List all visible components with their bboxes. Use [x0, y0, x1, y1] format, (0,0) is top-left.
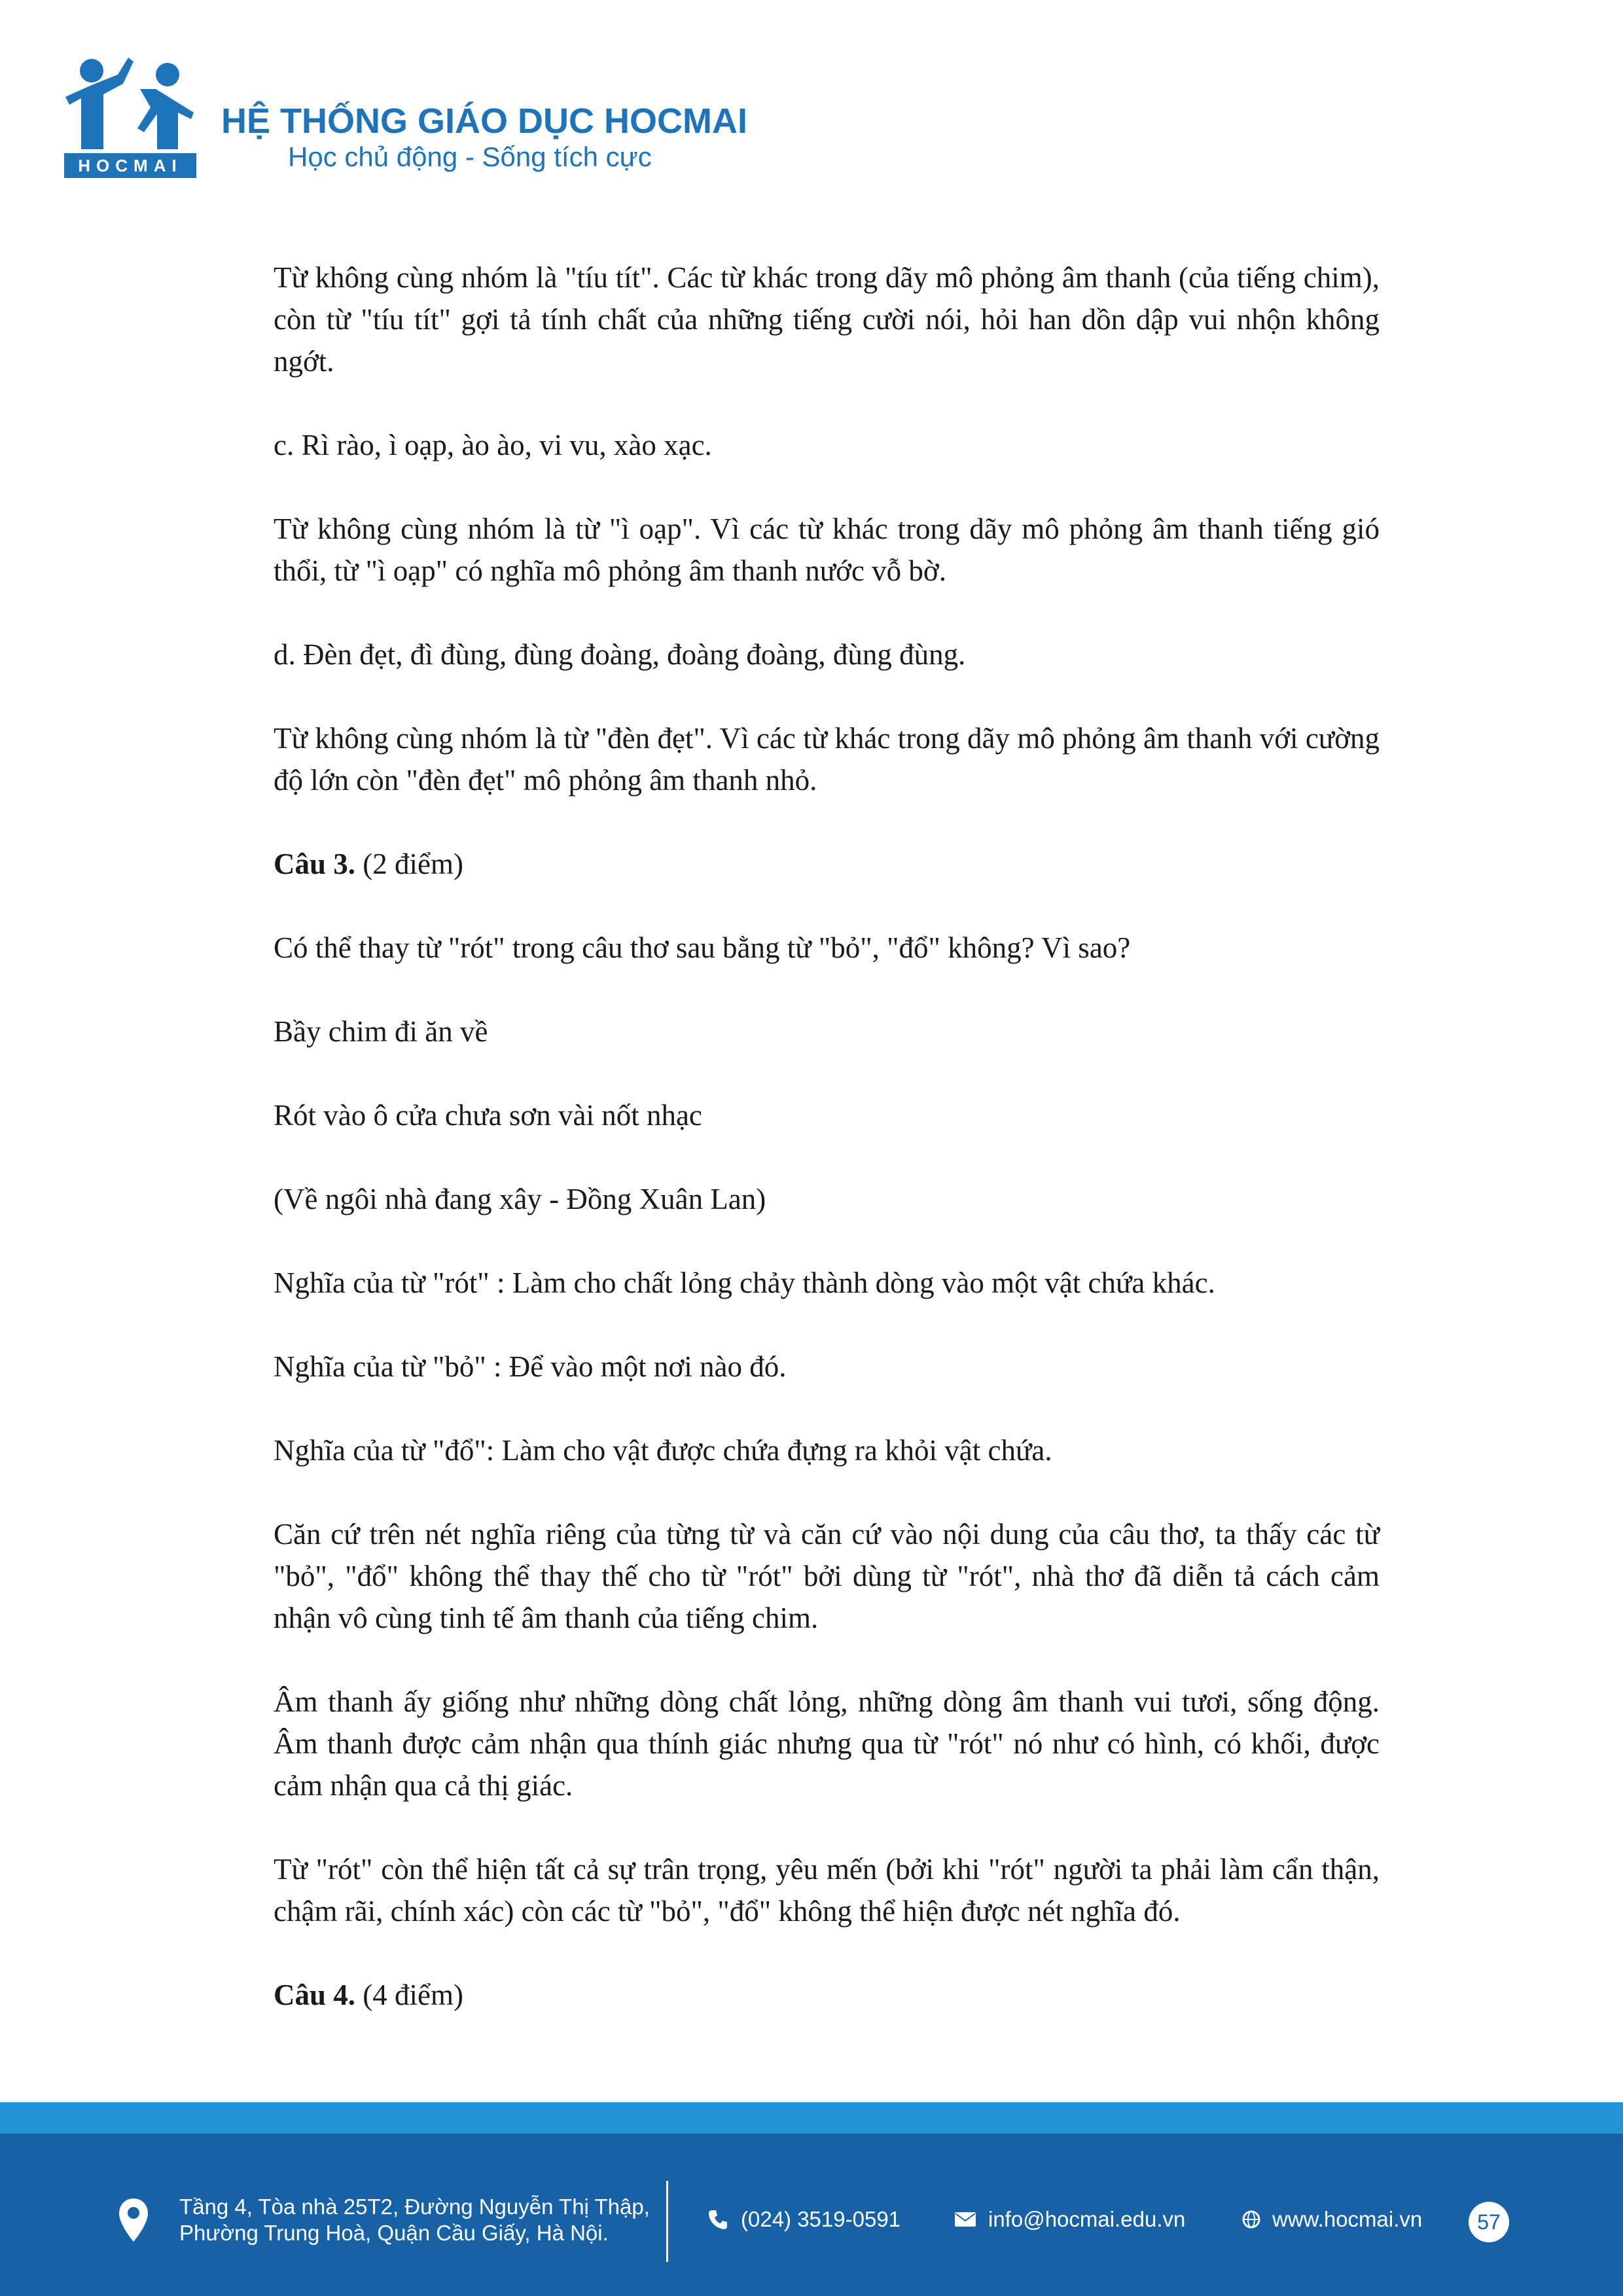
website-url: www.hocmai.vn	[1272, 2207, 1423, 2231]
poem-line: Bầy chim đi ăn về	[274, 1015, 488, 1048]
poem-line: Rót vào ô cửa chưa sơn vài nốt nhạc	[274, 1099, 702, 1132]
paragraph: c. Rì rào, ì oạp, ào ào, vi vu, xào xạc.	[274, 429, 712, 461]
paragraph: Nghĩa của từ "rót" : Làm cho chất lỏng chảy thành dòng vào một vật chứa khác.	[274, 1266, 1215, 1299]
hocmai-logo	[63, 51, 198, 182]
page-number: 57	[1469, 2202, 1509, 2242]
address-line-1: Tầng 4, Tòa nhà 25T2, Đường Nguyễn Thị Thập,	[179, 2195, 650, 2219]
question-heading-3	[274, 843, 1380, 885]
document-body	[274, 257, 1380, 2058]
footer-divider	[666, 2181, 668, 2262]
paragraph: Từ "rót" còn thể hiện tất cả sự trân trọng, yêu mến (bởi khi "rót" người ta phải làm cẩn thận, chậm rãi, chính xác) còn các từ "bỏ", "đổ" không thể hiện được nét nghĩa đó.	[274, 1853, 1380, 1928]
question-points: (2 điểm)	[355, 848, 463, 880]
paragraph: Nghĩa của từ "đổ": Làm cho vật được chứa đựng ra khỏi vật chứa.	[274, 1434, 1052, 1467]
page-footer	[0, 2134, 1623, 2296]
poem-source: (Về ngôi nhà đang xây - Đồng Xuân Lan)	[274, 1183, 766, 1215]
question-heading-4	[274, 1974, 1380, 2016]
footer-stripe	[0, 2102, 1623, 2134]
page-header	[63, 51, 979, 188]
paragraph: Từ không cùng nhóm là "tíu tít". Các từ khác trong dãy mô phỏng âm thanh (của tiếng chim), còn từ "tíu tít" gợi tả tính chất của những tiếng cười nói, hỏi han dồn dập vui nhộn không ngớt.	[274, 261, 1380, 378]
logo-wordmark: HOCMAI	[64, 153, 196, 178]
footer-phone[interactable]	[707, 2207, 901, 2232]
phone-icon	[707, 2208, 729, 2231]
footer-website[interactable]	[1242, 2207, 1422, 2232]
question-points: (4 điểm)	[355, 1979, 463, 2011]
paragraph: Nghĩa của từ "bỏ" : Để vào một nơi nào đó.	[274, 1350, 787, 1383]
paragraph: d. Đèn đẹt, đì đùng, đùng đoàng, đoàng đoàng, đùng đùng.	[274, 638, 966, 671]
question-label: Câu 4.	[274, 1979, 356, 2011]
globe-icon	[1242, 2210, 1260, 2229]
location-pin-icon	[118, 2197, 149, 2243]
mail-icon	[954, 2212, 976, 2227]
paragraph: Có thể thay từ "rót" trong câu thơ sau bằng từ "bỏ", "đổ" không? Vì sao?	[274, 931, 1131, 964]
footer-address	[118, 2194, 650, 2246]
brand-slogan: Học chủ động - Sống tích cực	[288, 141, 652, 172]
phone-number: (024) 3519-0591	[741, 2207, 901, 2231]
address-line-2: Phường Trung Hoà, Quận Cầu Giấy, Hà Nội.	[179, 2221, 609, 2245]
footer-email[interactable]	[954, 2207, 1185, 2232]
paragraph: Từ không cùng nhóm là từ "ì oạp". Vì các từ khác trong dãy mô phỏng âm thanh tiếng gió thổi, từ "ì oạp" có nghĩa mô phỏng âm thanh nước vỗ bờ.	[274, 512, 1380, 587]
email-address: info@hocmai.edu.vn	[988, 2207, 1186, 2231]
paragraph: Từ không cùng nhóm là từ "đèn đẹt". Vì các từ khác trong dãy mô phỏng âm thanh với cường độ lớn còn "đèn đẹt" mô phỏng âm thanh nhỏ.	[274, 722, 1380, 797]
question-label: Câu 3.	[274, 848, 356, 880]
logo-figures-icon	[63, 51, 198, 156]
paragraph: Căn cứ trên nét nghĩa riêng của từng từ và căn cứ vào nội dung của câu thơ, ta thấy các từ "bỏ", "đổ" không thể thay thế cho từ "rót" bởi dùng từ "rót", nhà thơ đã diễn tả cách cảm nhận vô cùng tinh tế âm thanh của tiếng chim.	[274, 1518, 1380, 1634]
brand-title: HỆ THỐNG GIÁO DỤC HOCMAI	[221, 101, 747, 141]
paragraph: Âm thanh ấy giống như những dòng chất lỏng, những dòng âm thanh vui tươi, sống động. Âm thanh được cảm nhận qua thính giác nhưng qua từ "rót" nó như có hình, có khối, được cảm nhận qua cả thị giác.	[274, 1685, 1380, 1802]
